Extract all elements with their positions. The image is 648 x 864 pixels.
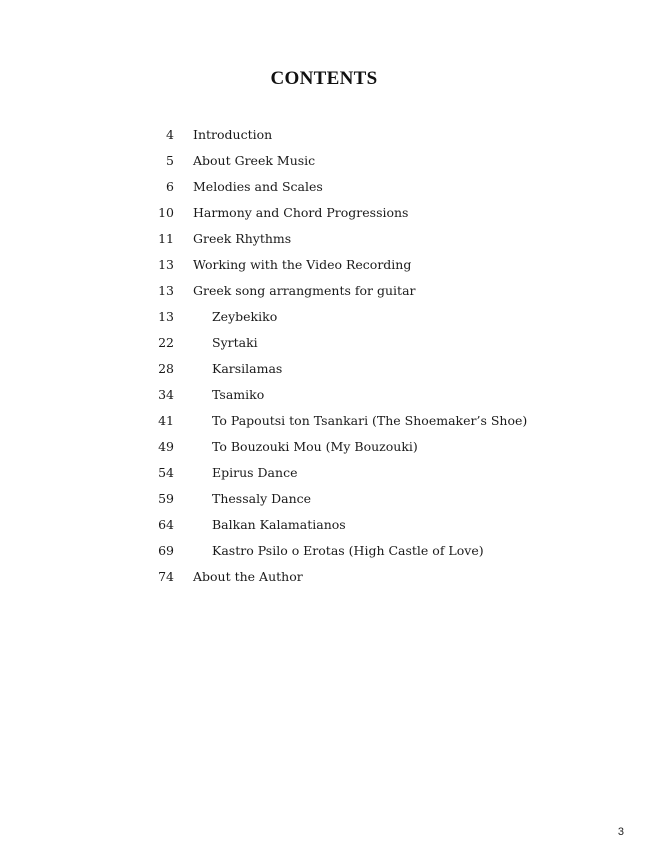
toc-entry-label: Kastro Psilo o Erotas (High Castle of Love) bbox=[212, 543, 484, 558]
toc-entry[interactable] bbox=[0, 566, 648, 592]
toc-page-number: 13 bbox=[158, 283, 174, 298]
toc-page-number: 74 bbox=[158, 569, 174, 584]
toc-entry-label: Zeybekiko bbox=[212, 309, 278, 324]
toc-entry[interactable] bbox=[0, 124, 648, 150]
toc-subentry[interactable] bbox=[0, 436, 648, 462]
toc-entry-label: To Bouzouki Mou (My Bouzouki) bbox=[212, 439, 418, 454]
toc-entry[interactable] bbox=[0, 176, 648, 202]
toc-entry-label: Greek song arrangments for guitar bbox=[193, 283, 416, 298]
toc-subentry[interactable] bbox=[0, 306, 648, 332]
toc-entry-label: About Greek Music bbox=[193, 153, 316, 168]
toc-page-number: 10 bbox=[158, 205, 174, 220]
toc-subentry[interactable] bbox=[0, 488, 648, 514]
footer-page-number: 3 bbox=[617, 826, 624, 838]
toc-entry-label: Thessaly Dance bbox=[212, 491, 312, 506]
page-title: CONTENTS bbox=[270, 68, 378, 89]
toc-entry-label: About the Author bbox=[193, 569, 303, 584]
toc-page-number: 59 bbox=[158, 491, 174, 506]
toc-entry-label: Tsamiko bbox=[212, 387, 265, 402]
toc-page-number: 64 bbox=[158, 517, 174, 532]
toc-page-number: 49 bbox=[158, 439, 174, 454]
toc-subentry[interactable] bbox=[0, 410, 648, 436]
toc-page-number: 13 bbox=[158, 309, 174, 324]
toc-page-number: 4 bbox=[166, 127, 174, 142]
toc-page-number: 5 bbox=[166, 153, 174, 168]
toc-entry-label: Epirus Dance bbox=[212, 465, 298, 480]
toc-entry-label: To Papoutsi ton Tsankari (The Shoemaker’s Shoe) bbox=[212, 413, 528, 428]
toc-page-number: 34 bbox=[158, 387, 174, 402]
toc-page-number: 6 bbox=[166, 179, 174, 194]
toc-page-number: 28 bbox=[158, 361, 174, 376]
toc-entry-label: Karsilamas bbox=[212, 361, 283, 376]
toc-page-number: 69 bbox=[158, 543, 174, 558]
toc-entry-label: Harmony and Chord Progressions bbox=[193, 205, 409, 220]
toc-subentry[interactable] bbox=[0, 358, 648, 384]
toc-entry-label: Introduction bbox=[193, 127, 273, 142]
toc-entry[interactable] bbox=[0, 254, 648, 280]
table-of-contents bbox=[0, 124, 648, 592]
toc-entry-label: Working with the Video Recording bbox=[193, 257, 412, 272]
toc-page-number: 41 bbox=[158, 413, 174, 428]
toc-subentry[interactable] bbox=[0, 462, 648, 488]
toc-page-number: 54 bbox=[158, 465, 174, 480]
toc-entry[interactable] bbox=[0, 280, 648, 306]
toc-entry-label: Balkan Kalamatianos bbox=[212, 517, 346, 532]
toc-subentry[interactable] bbox=[0, 384, 648, 410]
toc-entry[interactable] bbox=[0, 202, 648, 228]
toc-page-number: 13 bbox=[158, 257, 174, 272]
toc-page-number: 11 bbox=[158, 231, 174, 246]
toc-entry[interactable] bbox=[0, 150, 648, 176]
toc-subentry[interactable] bbox=[0, 540, 648, 566]
toc-subentry[interactable] bbox=[0, 514, 648, 540]
toc-subentry[interactable] bbox=[0, 332, 648, 358]
toc-entry-label: Syrtaki bbox=[212, 335, 258, 350]
toc-page-number: 22 bbox=[158, 335, 174, 350]
toc-entry-label: Greek Rhythms bbox=[193, 231, 292, 246]
toc-entry[interactable] bbox=[0, 228, 648, 254]
toc-entry-label: Melodies and Scales bbox=[193, 179, 323, 194]
